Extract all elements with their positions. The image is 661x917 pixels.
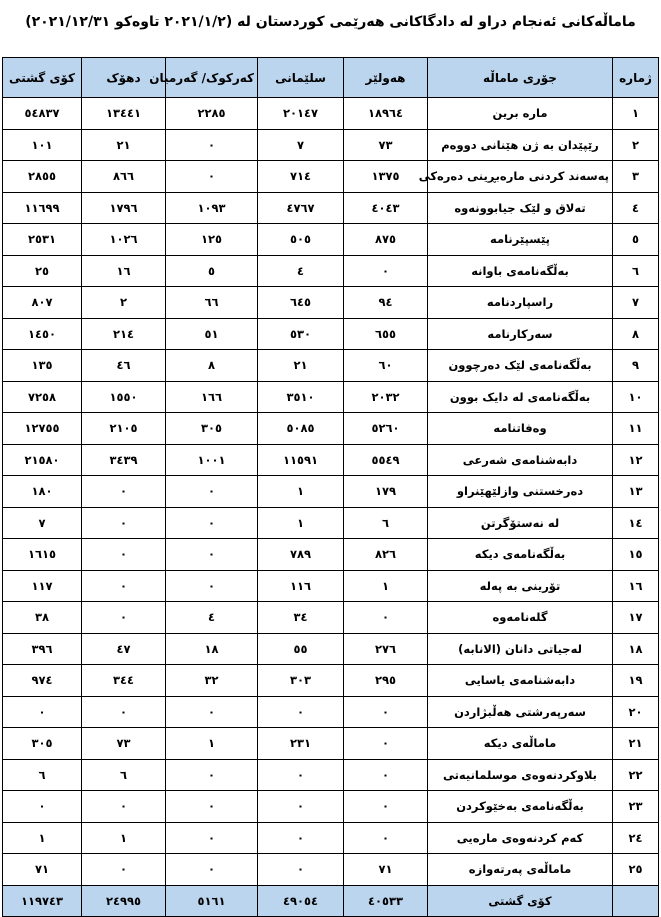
row-sulaimani-cell: ٤ [258,255,344,287]
row-erbil-cell: ٠ [344,759,428,791]
row-erbil-cell: ١٨٩٦٤ [344,98,428,130]
row-erbil-cell: ١٧٩ [344,476,428,508]
row-total-cell: ٣٩٦ [3,633,82,665]
row-number-cell: ٥ [613,224,659,256]
row-erbil-cell: ٦٠ [344,350,428,382]
row-number-cell: ٧ [613,287,659,319]
row-number-cell: ١٠ [613,381,659,413]
table-row [3,98,659,130]
row-duhok-cell: ٢١ [82,129,166,161]
row-total-cell: ١٠١ [3,129,82,161]
row-duhok-cell: ١٥٥٠ [82,381,166,413]
row-kirkuk-cell: ١٨ [166,633,258,665]
row-erbil-cell: ٤٠٤٣ [344,192,428,224]
row-total-cell: ١٦١٥ [3,539,82,571]
row-kirkuk-cell: ٨ [166,350,258,382]
row-duhok-cell: ٠ [82,539,166,571]
totals-erbil: ٤٠٥٣٣ [344,885,428,916]
table-row [3,822,659,854]
row-duhok-cell: ٢١٤ [82,318,166,350]
row-kirkuk-cell: ١٦٦ [166,381,258,413]
row-erbil-cell: ٠ [344,791,428,823]
row-total-cell: ٠ [3,791,82,823]
row-total-cell: ٧٢٥٨ [3,381,82,413]
table-body [3,98,659,886]
header-kirkuk-garmian: کەرکوک/ گەرمیان [166,58,258,98]
row-erbil-cell: ٠ [344,255,428,287]
row-total-cell: ٢٥٣١ [3,224,82,256]
row-duhok-cell: ١٣٤٤١ [82,98,166,130]
row-duhok-cell: ٠ [82,476,166,508]
row-sulaimani-cell: ٧ [258,129,344,161]
row-erbil-cell: ٥٥٤٩ [344,444,428,476]
row-kirkuk-cell: ٠ [166,161,258,193]
row-kirkuk-cell: ٠ [166,791,258,823]
header-duhok: دهۆک [82,58,166,98]
table-row [3,728,659,760]
row-erbil-cell: ٩٤ [344,287,428,319]
table-row [3,161,659,193]
row-type-cell: ماماڵەی پەرتەوازە [428,854,613,886]
row-duhok-cell: ٠ [82,696,166,728]
row-duhok-cell: ١٦ [82,255,166,287]
table-row [3,602,659,634]
row-number-cell: ٢٣ [613,791,659,823]
row-total-cell: ١١٦٩٩ [3,192,82,224]
row-duhok-cell: ٠ [82,791,166,823]
header-sulaimani: سلێمانی [258,58,344,98]
row-total-cell: ١٢٧٥٥ [3,413,82,445]
row-number-cell: ١٦ [613,570,659,602]
row-sulaimani-cell: ٦٤٥ [258,287,344,319]
row-kirkuk-cell: ١ [166,728,258,760]
table-row [3,192,659,224]
row-kirkuk-cell: ٢٢٨٥ [166,98,258,130]
row-kirkuk-cell: ٠ [166,570,258,602]
row-total-cell: ٥٤٨٣٧ [3,98,82,130]
row-number-cell: ١٨ [613,633,659,665]
row-type-cell: بەڵگەنامەی لێک دەرچوون [428,350,613,382]
row-duhok-cell: ٢١٠٥ [82,413,166,445]
table-row [3,476,659,508]
row-total-cell: ٠ [3,696,82,728]
table-row [3,413,659,445]
row-number-cell: ٢٠ [613,696,659,728]
row-kirkuk-cell: ٠ [166,129,258,161]
row-sulaimani-cell: ٢٠١٤٧ [258,98,344,130]
table-row [3,854,659,886]
row-number-cell: ٢٤ [613,822,659,854]
row-type-cell: سەرپەرشتی هەڵبژاردن [428,696,613,728]
row-kirkuk-cell: ٥١ [166,318,258,350]
row-number-cell: ٦ [613,255,659,287]
totals-duhok: ٢٤٩٩٥ [82,885,166,916]
row-number-cell: ٢٢ [613,759,659,791]
row-sulaimani-cell: ٥٠٨٥ [258,413,344,445]
table-row [3,570,659,602]
row-sulaimani-cell: ٣٤ [258,602,344,634]
row-erbil-cell: ٨٢٦ [344,539,428,571]
table-row [3,633,659,665]
row-total-cell: ١٣٥ [3,350,82,382]
row-kirkuk-cell: ١٠٩٣ [166,192,258,224]
row-kirkuk-cell: ٠ [166,759,258,791]
row-duhok-cell: ٨٦٦ [82,161,166,193]
row-sulaimani-cell: ٧١٤ [258,161,344,193]
row-erbil-cell: ٦٥٥ [344,318,428,350]
row-total-cell: ٧١ [3,854,82,886]
row-duhok-cell: ٦ [82,759,166,791]
row-total-cell: ٢٥ [3,255,82,287]
row-duhok-cell: ٠ [82,570,166,602]
row-kirkuk-cell: ٠ [166,476,258,508]
row-duhok-cell: ٤٧ [82,633,166,665]
row-number-cell: ١٤ [613,507,659,539]
row-sulaimani-cell: ٣٠٣ [258,665,344,697]
row-duhok-cell: ٧٣ [82,728,166,760]
row-duhok-cell: ٤٦ [82,350,166,382]
row-kirkuk-cell: ٠ [166,822,258,854]
row-type-cell: راسپاردنامە [428,287,613,319]
row-kirkuk-cell: ١٠٠١ [166,444,258,476]
row-type-cell: رێپێدان بە ژن هێنانی دووەم [428,129,613,161]
row-erbil-cell: ٠ [344,728,428,760]
row-type-cell: دەرخستنی وازلێهێنراو [428,476,613,508]
table-row [3,350,659,382]
row-sulaimani-cell: ٠ [258,759,344,791]
row-erbil-cell: ٢٧٦ [344,633,428,665]
row-kirkuk-cell: ٦٦ [166,287,258,319]
totals-number-cell [613,885,659,916]
row-type-cell: سەرکارنامە [428,318,613,350]
totals-kirkuk: ٥١٦١ [166,885,258,916]
row-sulaimani-cell: ١ [258,476,344,508]
row-kirkuk-cell: ٥ [166,255,258,287]
table-row [3,224,659,256]
table-row [3,791,659,823]
table-row [3,759,659,791]
row-sulaimani-cell: ٤٧٦٧ [258,192,344,224]
row-erbil-cell: ٧١ [344,854,428,886]
row-erbil-cell: ٠ [344,696,428,728]
row-kirkuk-cell: ٠ [166,539,258,571]
table-row [3,444,659,476]
row-sulaimani-cell: ٥٠٥ [258,224,344,256]
row-number-cell: ٨ [613,318,659,350]
table-row [3,665,659,697]
row-sulaimani-cell: ٠ [258,854,344,886]
row-number-cell: ١٥ [613,539,659,571]
row-number-cell: ٢١ [613,728,659,760]
row-sulaimani-cell: ٠ [258,791,344,823]
row-kirkuk-cell: ١٢٥ [166,224,258,256]
row-number-cell: ٢ [613,129,659,161]
row-type-cell: کەم کردنەوەی مارەیی [428,822,613,854]
row-sulaimani-cell: ٢١ [258,350,344,382]
row-duhok-cell: ١ [82,822,166,854]
row-type-cell: بەڵگەنامەی لە دایک بوون [428,381,613,413]
transactions-table [2,57,659,917]
header-erbil: هەولێر [344,58,428,98]
row-erbil-cell: ٠ [344,602,428,634]
row-number-cell: ٣ [613,161,659,193]
row-type-cell: دابەشنامەی یاسایی [428,665,613,697]
row-total-cell: ٢١٥٨٠ [3,444,82,476]
header-total: کۆی گشتی [3,58,82,98]
row-duhok-cell: ٣٤٣٩ [82,444,166,476]
row-duhok-cell: ٣٤٤ [82,665,166,697]
row-kirkuk-cell: ٠ [166,854,258,886]
row-kirkuk-cell: ٠ [166,507,258,539]
table-row [3,129,659,161]
row-sulaimani-cell: ٥٣٠ [258,318,344,350]
row-duhok-cell: ٠ [82,602,166,634]
table-row [3,539,659,571]
totals-total: ١١٩٧٤٣ [3,885,82,916]
row-duhok-cell: ٠ [82,507,166,539]
row-total-cell: ٩٧٤ [3,665,82,697]
row-number-cell: ١١ [613,413,659,445]
row-erbil-cell: ٢٩٥ [344,665,428,697]
row-erbil-cell: ٧٣ [344,129,428,161]
row-duhok-cell: ١٧٩٦ [82,192,166,224]
row-sulaimani-cell: ٢٣١ [258,728,344,760]
row-kirkuk-cell: ٠ [166,696,258,728]
row-number-cell: ١٩ [613,665,659,697]
row-type-cell: تۆرینی بە پەلە [428,570,613,602]
row-duhok-cell: ٠ [82,854,166,886]
row-erbil-cell: ١ [344,570,428,602]
page-title: ماماڵەکانی ئەنجام دراو لە دادگاکانی هەرێمی کوردستان لە (٢٠٢١/١/٢ تاوەکو ٢٠٢١/١٢/٣١) [25,14,636,30]
row-number-cell: ٢٥ [613,854,659,886]
row-sulaimani-cell: ١ [258,507,344,539]
row-duhok-cell: ١٠٢٦ [82,224,166,256]
table-row [3,255,659,287]
table-row [3,318,659,350]
row-total-cell: ٣٨ [3,602,82,634]
row-type-cell: مارە برین [428,98,613,130]
table-header-row [3,58,659,98]
row-erbil-cell: ٢٠٣٢ [344,381,428,413]
row-type-cell: تەلاق و لێک جیابوونەوە [428,192,613,224]
row-type-cell: بەڵگەنامەی باوانە [428,255,613,287]
header-type: جۆری ماماڵە [428,58,613,98]
row-type-cell: بەڵگەنامەی بەخێوکردن [428,791,613,823]
row-type-cell: ماماڵەی دیکە [428,728,613,760]
row-erbil-cell: ٠ [344,822,428,854]
row-duhok-cell: ٢ [82,287,166,319]
row-sulaimani-cell: ٥٥ [258,633,344,665]
row-sulaimani-cell: ٠ [258,822,344,854]
table-row [3,696,659,728]
row-erbil-cell: ٨٧٥ [344,224,428,256]
totals-row [3,885,659,916]
row-sulaimani-cell: ٠ [258,696,344,728]
row-erbil-cell: ٦ [344,507,428,539]
row-type-cell: پێسپێرنامە [428,224,613,256]
row-total-cell: ٢٨٥٥ [3,161,82,193]
row-sulaimani-cell: ٣٥١٠ [258,381,344,413]
row-total-cell: ١٤٥٠ [3,318,82,350]
row-total-cell: ١ [3,822,82,854]
row-erbil-cell: ١٣٧٥ [344,161,428,193]
row-type-cell: بەڵگەنامەی دیکە [428,539,613,571]
row-number-cell: ١٧ [613,602,659,634]
row-total-cell: ١١٧ [3,570,82,602]
row-sulaimani-cell: ١١٥٩١ [258,444,344,476]
row-type-cell: لە نەستۆگرتن [428,507,613,539]
table-row [3,381,659,413]
row-type-cell: وەفاتنامە [428,413,613,445]
row-total-cell: ٦ [3,759,82,791]
row-kirkuk-cell: ٤ [166,602,258,634]
row-number-cell: ١٣ [613,476,659,508]
table-row [3,287,659,319]
row-type-cell: گلەنامەوە [428,602,613,634]
table-row [3,507,659,539]
row-type-cell: دابەشنامەی شەرعی [428,444,613,476]
row-total-cell: ٨٠٧ [3,287,82,319]
row-kirkuk-cell: ٣٢ [166,665,258,697]
row-sulaimani-cell: ٧٨٩ [258,539,344,571]
row-erbil-cell: ٥٢٦٠ [344,413,428,445]
row-type-cell: بلاوکردنەوەی موسلمانیەتی [428,759,613,791]
row-number-cell: ١٢ [613,444,659,476]
totals-sulaimani: ٤٩٠٥٤ [258,885,344,916]
row-type-cell: لەجیاتی دانان (الانابە) [428,633,613,665]
row-total-cell: ٣٠٥ [3,728,82,760]
row-kirkuk-cell: ٣٠٥ [166,413,258,445]
header-number: ژمارە [613,58,659,98]
totals-label: کۆی گشتی [428,885,613,916]
row-number-cell: ٩ [613,350,659,382]
row-number-cell: ٤ [613,192,659,224]
row-sulaimani-cell: ١١٦ [258,570,344,602]
row-number-cell: ١ [613,98,659,130]
row-total-cell: ٧ [3,507,82,539]
row-total-cell: ١٨٠ [3,476,82,508]
row-type-cell: پەسەند کردنی مارەبڕینی دەرەکی [428,161,613,193]
